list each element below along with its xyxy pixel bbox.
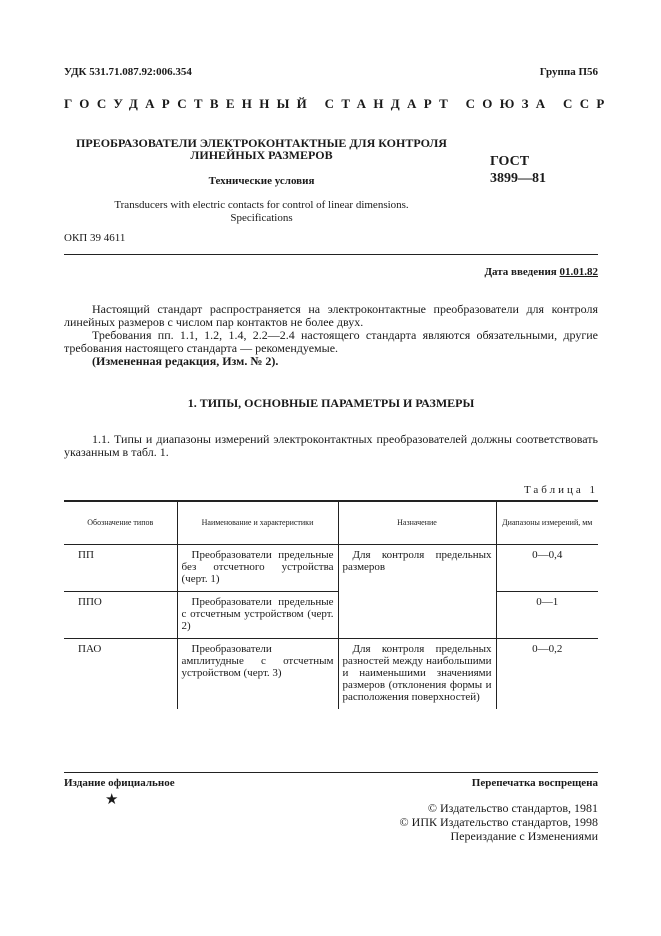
okp-code: ОКП 39 4611 xyxy=(64,232,126,244)
cell-type: ПП xyxy=(64,545,177,592)
gost-designation xyxy=(490,153,546,187)
paragraph-requirements xyxy=(64,329,598,355)
reissue-line: Переиздание с Изменениями xyxy=(450,829,598,843)
official-edition-label: Издание официальное xyxy=(64,777,175,789)
table-caption: Таблица 1 xyxy=(523,484,598,496)
copyright-line-2: © ИПК Издательство стандартов, 1998 xyxy=(399,815,598,829)
paragraph-scope-text: Настоящий стандарт распространяется на электроконтактные преобразователи для контроля линейных размеров с числом пар контактов не более двух. xyxy=(64,302,598,329)
paragraph-requirements-text: Требования пп. 1.1, 1.2, 1.4, 2.2—2.4 настоящего стандарта являются обязательными, другие требования настоящего стандарта — рекомендуемые. xyxy=(64,328,598,355)
group-code: Группа П56 xyxy=(539,66,598,78)
header-purpose: Назначение xyxy=(338,501,496,545)
types-table xyxy=(64,500,598,709)
paragraph-scope xyxy=(64,303,598,329)
gost-label: ГОСТ xyxy=(490,154,530,169)
cell-range: 0—0,2 xyxy=(496,639,598,710)
cell-type: ППО xyxy=(64,592,177,639)
table-header-row xyxy=(64,501,598,545)
state-standard-heading: ГОСУДАРСТВЕННЫЙ СТАНДАРТ СОЮЗА ССР xyxy=(64,96,612,111)
table-row xyxy=(64,545,598,592)
clause-1-1-text: 1.1. Типы и диапазоны измерений электроконтактных преобразователей должны соответствовать указанным в табл. 1. xyxy=(64,432,598,459)
clause-1-1 xyxy=(64,433,598,459)
cell-name: Преобразователи предельные с отсчетным устройством (черт. 2) xyxy=(177,592,338,639)
cell-range: 0—0,4 xyxy=(496,545,598,592)
header-name: Наименование и характеристики xyxy=(177,501,338,545)
english-title-line-2: Specifications xyxy=(230,212,293,224)
cell-type: ПАО xyxy=(78,643,102,655)
copyright-line-1: © Издательство стандартов, 1981 xyxy=(427,801,598,815)
document-title xyxy=(64,137,459,161)
english-title-line-1: Transducers with electric contacts for control of linear dimensions. xyxy=(114,199,409,211)
table-row xyxy=(64,639,598,710)
star-icon: ★ xyxy=(105,792,119,808)
amendment-note-text: (Измененная редакция, Изм. № 2). xyxy=(92,354,279,368)
header-type: Обозначение типов xyxy=(64,501,177,545)
english-title xyxy=(64,199,459,225)
document-subtitle: Технические условия xyxy=(208,175,315,187)
footer-divider xyxy=(64,772,598,773)
cell-range: 0—1 xyxy=(496,592,598,639)
udk-code: УДК 531.71.087.92:006.354 xyxy=(64,66,192,78)
cell-name: Преобразователи предельные без отсчетного устройства (черт. 1) xyxy=(177,545,338,592)
copyright-block xyxy=(400,801,598,843)
intro-date-label: Дата введения xyxy=(484,266,557,278)
cell-name: Преобразователи амплитудные с отсчетным устройством (черт. 3) xyxy=(177,639,338,710)
cell-purpose: Для контроля предельных размеров xyxy=(338,545,496,639)
cell-purpose: Для контроля предельных разностей между наибольшими и наименьшими значениями размеров (отклонения формы и расположения поверхностей) xyxy=(338,639,496,710)
title-line-1: ПРЕОБРАЗОВАТЕЛИ ЭЛЕКТРОКОНТАКТНЫЕ ДЛЯ КОНТРОЛЯ xyxy=(76,136,447,150)
reprint-prohibited-label: Перепечатка воспрещена xyxy=(471,777,598,789)
table-row xyxy=(64,592,598,639)
intro-date-value: 01.01.82 xyxy=(559,266,598,278)
gost-number: 3899—81 xyxy=(490,171,546,186)
intro-date xyxy=(484,266,598,278)
title-line-2: ЛИНЕЙНЫХ РАЗМЕРОВ xyxy=(190,148,333,162)
header-divider xyxy=(64,254,598,255)
section-1-heading: 1. ТИПЫ, ОСНОВНЫЕ ПАРАМЕТРЫ И РАЗМЕРЫ xyxy=(187,396,475,410)
amendment-note xyxy=(64,355,598,368)
header-range: Диапазоны измерений, мм xyxy=(496,501,598,545)
